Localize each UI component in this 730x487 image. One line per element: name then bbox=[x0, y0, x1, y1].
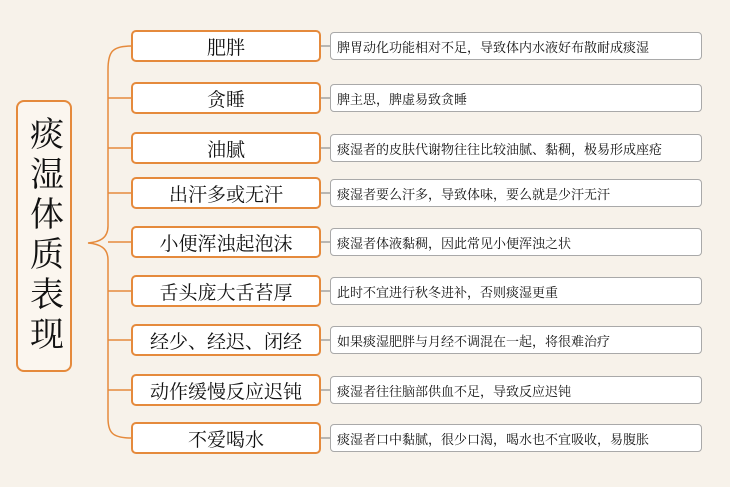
branch-node: 肥胖 bbox=[131, 30, 321, 62]
root-title: 痰湿体质表现 bbox=[23, 116, 64, 356]
branch-node: 不爱喝水 bbox=[131, 422, 321, 454]
branch-row-5 bbox=[0, 226, 730, 258]
branch-description: 此时不宜进行秋冬进补，否则痰湿更重 bbox=[330, 277, 702, 305]
branch-description: 脾主思，脾虚易致贪睡 bbox=[330, 84, 702, 112]
branch-node: 贪睡 bbox=[131, 82, 321, 114]
branch-row-1 bbox=[0, 30, 730, 62]
branch-row-8 bbox=[0, 374, 730, 406]
branch-row-6 bbox=[0, 275, 730, 307]
branch-node: 舌头庞大舌苔厚 bbox=[131, 275, 321, 307]
branch-row-3 bbox=[0, 132, 730, 164]
branch-node: 油腻 bbox=[131, 132, 321, 164]
branch-row-9 bbox=[0, 422, 730, 454]
branch-node: 出汗多或无汗 bbox=[131, 177, 321, 209]
branch-row-4 bbox=[0, 177, 730, 209]
branch-description: 痰湿者往往脑部供血不足，导致反应迟钝 bbox=[330, 376, 702, 404]
branch-description: 痰湿者体液黏稠，因此常见小便浑浊之状 bbox=[330, 228, 702, 256]
branch-description: 痰湿者要么汗多，导致体味，要么就是少汗无汗 bbox=[330, 179, 702, 207]
branch-node: 动作缓慢反应迟钝 bbox=[131, 374, 321, 406]
branch-description: 脾胃动化功能相对不足，导致体内水液好布散耐成痰湿 bbox=[330, 32, 702, 60]
branch-description: 痰湿者口中黏腻，很少口渴，喝水也不宜吸收，易腹胀 bbox=[330, 424, 702, 452]
branch-description: 如果痰湿肥胖与月经不调混在一起，将很难治疗 bbox=[330, 326, 702, 354]
branch-node: 经少、经迟、闭经 bbox=[131, 324, 321, 356]
branch-row-2 bbox=[0, 82, 730, 114]
branch-description: 痰湿者的皮肤代谢物往往比较油腻、黏稠，极易形成座疮 bbox=[330, 134, 702, 162]
branch-node: 小便浑浊起泡沫 bbox=[131, 226, 321, 258]
branch-row-7 bbox=[0, 324, 730, 356]
